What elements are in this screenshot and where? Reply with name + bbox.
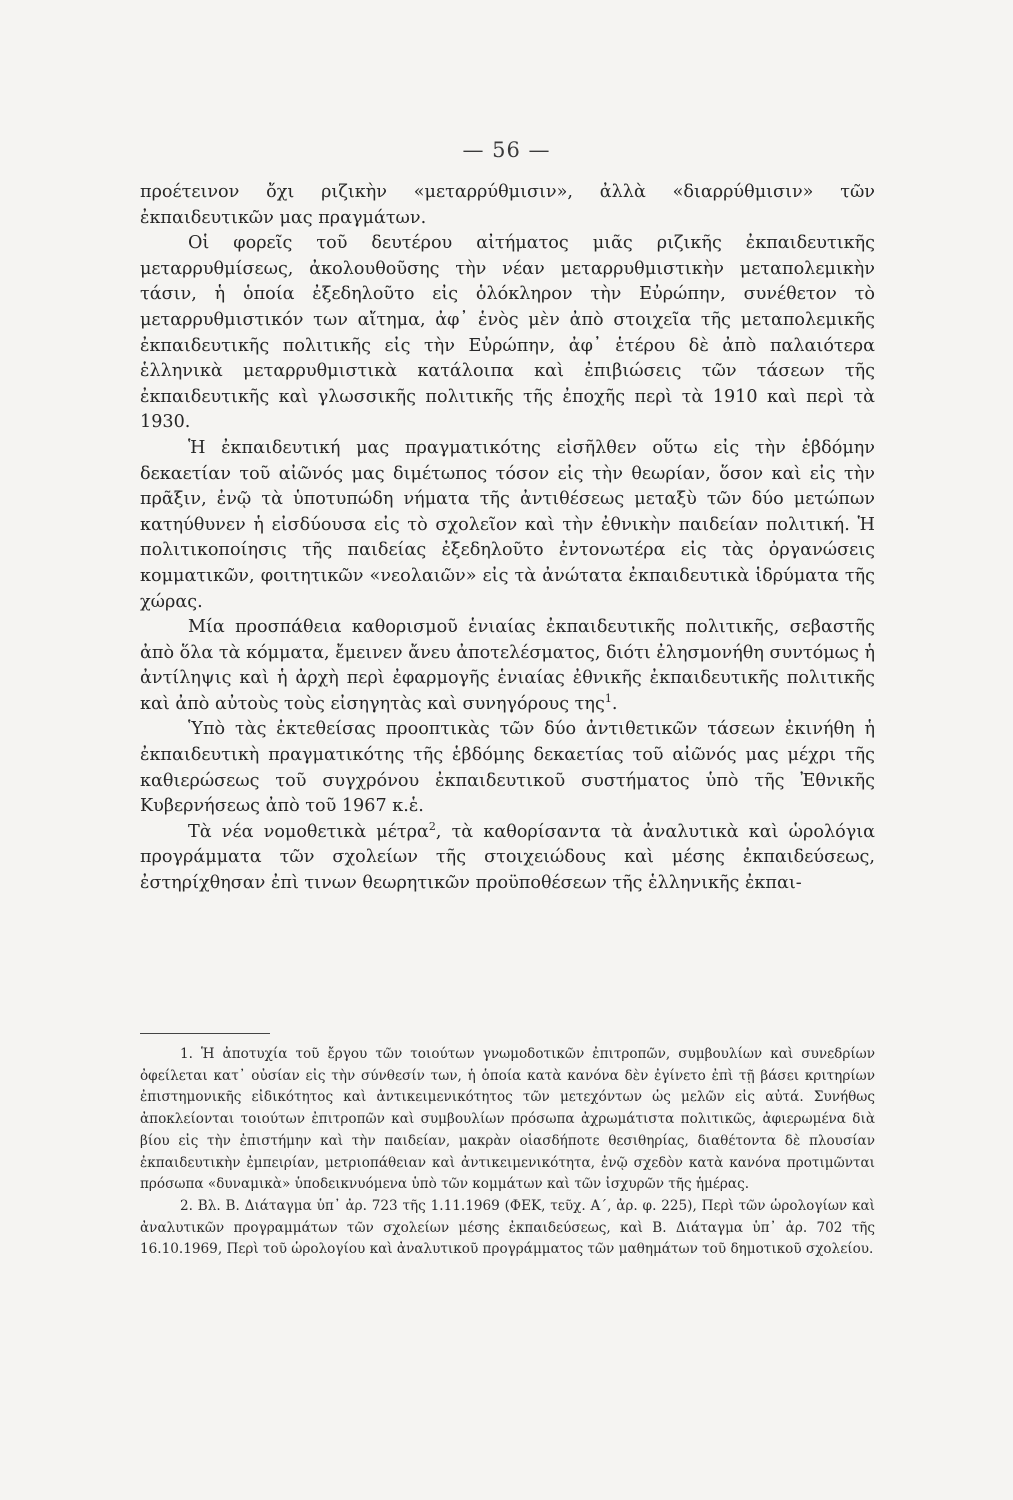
paragraph-legislative-after: , τὰ καθορίσαντα τὰ ἀναλυτικὰ καὶ ὡρολόγια προγράμματα τῶν σχολείων τῆς στοιχειώδους καὶ μέσης ἐκπαιδεύσεως, ἐστηρίχθησαν ἐπὶ τινων θεωρητικῶν προϋποθέσεων τῆς ἑλληνικῆς ἐκπαι- <box>140 821 876 894</box>
footnote-1: 1. Ἡ ἀποτυχία τοῦ ἔργου τῶν τοιούτων γνωμοδοτικῶν ἐπιτροπῶν, συμβουλίων καὶ συνεδρίων ὀφείλεται κατ᾽ οὐσίαν εἰς τὴν σύνθεσίν των, ἡ ὁποία κατὰ κανόνα δὲν ἐγίνετο ἐπὶ τῇ βάσει κριτηρίων ἐπιστημονικῆς εἰδικότητος καὶ ἀντικειμενικότητος τῶν μετεχόντων ὡς μελῶν εἰς αὐτά. Συνήθως ἀποκλείονται τοιούτων ἐπιτροπῶν καὶ συμβουλίων πρόσωπα ἀχρωμάτιστα πολιτικῶς, ἀφιερωμένα διὰ βίου εἰς τὴν ἐπιστήμην καὶ τὴν παιδείαν, μακρὰν οἱασδήποτε θεσιθηρίας, διαθέτοντα δὲ πλουσίαν ἐκπαιδευτικὴν ἐμπειρίαν, μετριοπάθειαν καὶ ἀντικειμενικότητα, ἐνῷ σχεδὸν κατὰ κανόνα προτιμῶνται πρόσωπα «δυναμικὰ» ὑποδεικνυόμενα ὑπὸ τῶν κομμάτων καὶ τῶν ἰσχυρῶν τῆς ἡμέρας. <box>140 1046 875 1193</box>
paragraph-unified-policy-tail: . <box>611 693 618 714</box>
main-text <box>140 180 875 897</box>
footnote-reference-1: 1 <box>604 692 612 706</box>
paragraph-legislative-before: Τὰ νέα νομοθετικὰ μέτρα <box>188 821 429 842</box>
paragraph-reform-demand: Οἱ φορεῖς τοῦ δευτέρου αἰτήματος μιᾶς ριζικῆς ἐκπαιδευτικῆς μεταρρυθμίσεως, ἀκολουθοῦσης τὴν νέαν μεταρρυθμιστικὴν μεταπολεμικὴν τάσιν, ἡ ὁποία ἐξεδηλοῦτο εἰς ὁλόκληρον τὴν Εὐρώπην, συνέθετον τὸ μεταρρυθμιστικόν των αἴτημα, ἀφ᾽ ἑνὸς μὲν ἀπὸ στοιχεῖα τῆς μεταπολεμικῆς ἐκπαιδευτικῆς πολιτικῆς εἰς τὴν Εὐρώπην, ἀφ᾽ ἑτέρου δὲ ἀπὸ παλαιότερα ἑλληνικὰ μεταρρυθμιστικὰ κατάλοιπα καὶ ἐπιβιώσεις τῶν τάσεων τῆς ἐκπαιδευτικῆς καὶ γλωσσικῆς πολιτικῆς τῆς ἐποχῆς περὶ τὰ 1910 καὶ περὶ τὰ 1930. <box>140 233 875 433</box>
paragraph-legislative-measures <box>140 820 875 897</box>
page-number: — 56 — <box>462 138 551 162</box>
paragraph-unified-policy <box>140 615 875 717</box>
footnote-2: 2. Βλ. Β. Διάταγμα ὑπ᾽ ἀρ. 723 τῆς 1.11.1969 (ΦΕΚ, τεῦχ. Α΄, ἀρ. φ. 225), Περὶ τῶν ὡρολογίων καὶ ἀναλυτικῶν προγραμμάτων τῶν σχολείων μέσης ἐκπαιδεύσεως, καὶ Β. Διάταγμα ὑπ᾽ ἀρ. 702 τῆς 16.10.1969, Περὶ τοῦ ὡρολογίου καὶ ἀναλυτικοῦ προγράμματος τῶν μαθημάτων τοῦ δημοτικοῦ σχολείου. <box>140 1197 875 1258</box>
paragraph-perspectives: Ὑπὸ τὰς ἐκτεθείσας προοπτικὰς τῶν δύο ἀντιθετικῶν τάσεων ἐκινήθη ἡ ἐκπαιδευτικὴ πραγματικότης τῆς ἑβδόμης δεκαετίας τοῦ αἰῶνός μας μέχρι τῆς καθιερώσεως τοῦ συγχρόνου ἐκπαιδευτικοῦ συστήματος ὑπὸ τῆς Ἐθνικῆς Κυβερνήσεως ἀπὸ τοῦ 1967 κ.ἑ. <box>140 719 875 817</box>
paragraph-educational-reality: Ἡ ἐκπαιδευτική μας πραγματικότης εἰσῆλθεν οὕτω εἰς τὴν ἑβδόμην δεκαετίαν τοῦ αἰῶνός μας διμέτωπος τόσον εἰς τὴν θεωρίαν, ὅσον καὶ εἰς τὴν πρᾶξιν, ἐνῷ τὰ ὑποτυπώδη νήματα τῆς ἀντιθέσεως μεταξὺ τῶν δύο μετώπων κατηύθυνεν ἡ εἰσδύουσα εἰς τὸ σχολεῖον καὶ τὴν ἐθνικὴν παιδείαν πολιτική. Ἡ πολιτικοποίησις τῆς παιδείας ἐξεδηλοῦτο ἐντονωτέρα εἰς τὰς ὀργανώσεις κομματικῶν, φοιτητικῶν «νεολαιῶν» εἰς τὰ ἀνώτατα ἐκπαιδευτικὰ ἱδρύματα τῆς χώρας. <box>140 437 875 612</box>
footnotes <box>140 1044 875 1261</box>
footnote-separator <box>140 1033 270 1034</box>
footnote-reference-2: 2 <box>428 819 436 833</box>
paragraph-unified-policy-text: Μία προσπάθεια καθορισμοῦ ἑνιαίας ἐκπαιδευτικῆς πολιτικῆς, σεβαστῆς ἀπὸ ὅλα τὰ κόμματα, ἔμεινεν ἄνευ ἀποτελέσματος, διότι ἐλησμονήθη συντόμως ἡ ἀντίληψις καὶ ἡ ἀρχὴ περὶ ἐφαρμογῆς ἑνιαίας ἐθνικῆς ἐκπαιδευτικῆς πολιτικῆς καὶ ἀπὸ αὐτοὺς τοὺς εἰσηγητὰς καὶ συνηγόρους της <box>140 617 875 714</box>
paragraph-continuation: προέτεινον ὄχι ριζικὴν «μεταρρύθμισιν», ἀλλὰ «διαρρύθμισιν» τῶν ἐκπαιδευτικῶν μας πραγμάτων. <box>140 182 875 228</box>
